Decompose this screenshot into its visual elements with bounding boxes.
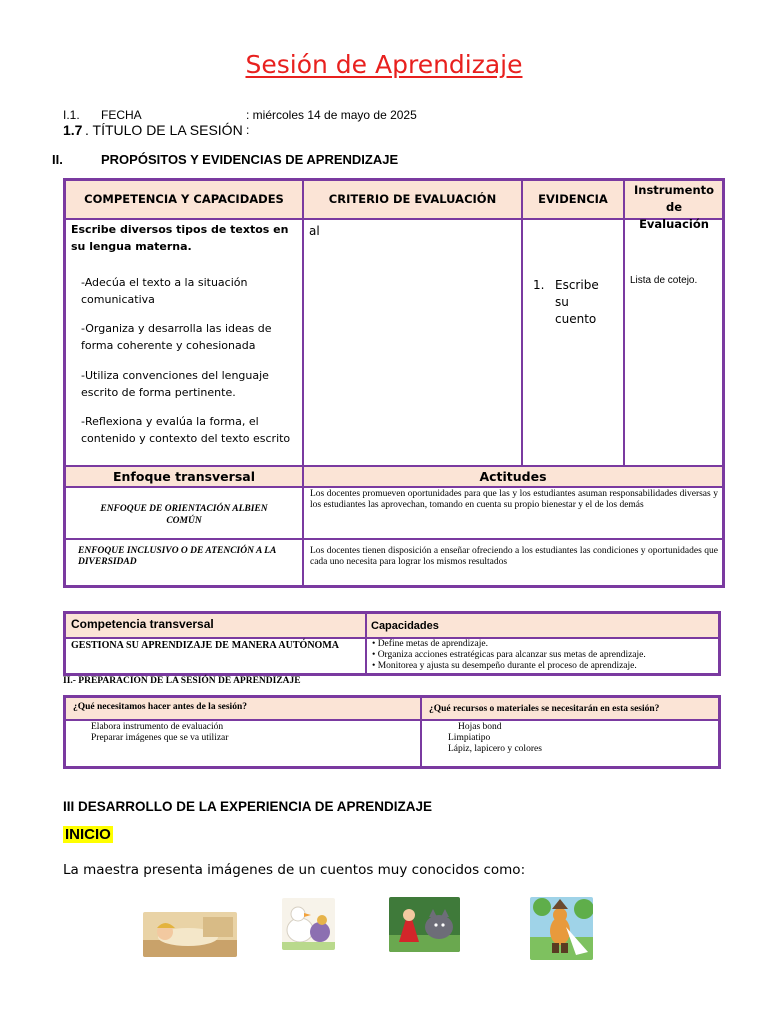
enfoque-header: Enfoque transversal bbox=[112, 469, 255, 484]
header-capacidades: Capacidades bbox=[371, 620, 439, 632]
titulo-number: 1.7 bbox=[63, 122, 83, 138]
titulo-value: : bbox=[246, 123, 250, 137]
preparacion-title: II.- PREPARACION DE LA SESIÓN DE APRENDIZAJE bbox=[63, 676, 301, 686]
competencia-transversal-table bbox=[63, 611, 721, 676]
list-item: Hojas bond bbox=[458, 722, 502, 732]
story-image-little-red-riding-hood bbox=[389, 897, 460, 952]
story-image-puss-in-boots bbox=[530, 897, 593, 960]
bullet-icon bbox=[72, 734, 79, 744]
titulo-label: . TÍTULO DE LA SESIÓN bbox=[85, 122, 243, 138]
story-image-ugly-duckling bbox=[282, 898, 335, 950]
capacidad-item: • Organiza acciones estratégicas para alcanzar sus metas de aprendizaje. bbox=[372, 650, 646, 660]
enfoque-actitud: Los docentes tienen disposición a enseñar ofreciendo a los estudiantes las condiciones y oportunidades que cada uno necesita para lograr los mismos resultados bbox=[310, 546, 718, 567]
enfoque-actitud: Los docentes promueven oportunidades para que las y los estudiantes asuman responsabilidades diversas y los estudiantes las aprovechan, tomando en cuenta su propio bienestar y el de los demás bbox=[310, 489, 718, 510]
header-recursos: ¿Qué recursos o materiales se necesitarán en esta sesión? bbox=[429, 704, 660, 714]
section-2-number: II. bbox=[52, 152, 63, 167]
capacidad-item: • Define metas de aprendizaje. bbox=[372, 639, 488, 649]
header-criterio: CRITERIO DE EVALUACIÓN bbox=[328, 192, 497, 206]
list-item: Lápiz, lapicero y colores bbox=[448, 744, 542, 754]
enfoque-name: ENFOQUE INCLUSIVO O DE ATENCIÓN A LA DIVERSIDAD bbox=[78, 546, 276, 567]
fecha-value: : miércoles 14 de mayo de 2025 bbox=[246, 108, 417, 122]
bullet-icon bbox=[433, 734, 440, 744]
fecha-label: FECHA bbox=[101, 108, 142, 122]
inicio-text: La maestra presenta imágenes de un cuentos muy conocidos como: bbox=[63, 862, 526, 878]
section-2-title: PROPÓSITOS Y EVIDENCIAS DE APRENDIZAJE bbox=[101, 152, 399, 167]
evidencia-number: 1. bbox=[533, 278, 545, 292]
capacidad-item: • Monitorea y ajusta su desempeño durante el proceso de aprendizaje. bbox=[372, 661, 637, 671]
story-image-sleeping-beauty bbox=[143, 912, 237, 957]
evidencia-text: Escribe su cuento bbox=[555, 278, 599, 326]
header-instrumento: Instrumento de Evaluación bbox=[634, 183, 715, 231]
competencia-text: Escribe diversos tipos de textos en su lengua materna. bbox=[71, 223, 289, 253]
page-title: Sesión de Aprendizaje bbox=[245, 50, 523, 79]
header-evidencia: EVIDENCIA bbox=[538, 192, 608, 206]
capacidad-item: -Utiliza convenciones del lenguaje escrito de forma pertinente. bbox=[81, 369, 269, 399]
inicio-heading bbox=[63, 826, 113, 843]
header-competencia: COMPETENCIA Y CAPACIDADES bbox=[84, 192, 284, 206]
header-competencia-transversal: Competencia transversal bbox=[71, 617, 214, 631]
capacidad-item: -Adecúa el texto a la situación comunicativa bbox=[81, 276, 248, 306]
inicio-label: INICIO bbox=[65, 826, 111, 843]
instrumento-text: Lista de cotejo. bbox=[630, 275, 698, 286]
list-item: Elabora instrumento de evaluación bbox=[91, 722, 224, 732]
capacidad-item: -Reflexiona y evalúa la forma, el contenido y contexto del texto escrito bbox=[81, 415, 291, 445]
capacidad-item: -Organiza y desarrolla las ideas de forma coherente y cohesionada bbox=[81, 322, 272, 352]
actitudes-header: Actitudes bbox=[479, 469, 547, 484]
header-antes: ¿Qué necesitamos hacer antes de la sesión? bbox=[73, 702, 247, 712]
bullet-icon bbox=[433, 745, 440, 755]
fecha-number: I.1. bbox=[63, 108, 80, 122]
criterio-text: al bbox=[309, 224, 320, 238]
list-item: Preparar imágenes que se va utilizar bbox=[91, 733, 229, 743]
bullet-icon bbox=[433, 723, 440, 733]
section-3-title: III DESARROLLO DE LA EXPERIENCIA DE APRENDIZAJE bbox=[63, 799, 433, 814]
preparacion-table bbox=[63, 695, 721, 769]
bullet-icon bbox=[72, 723, 79, 733]
proposito-table bbox=[63, 178, 725, 588]
enfoque-name: ENFOQUE DE ORIENTACIÓN ALBIEN COMÚN bbox=[100, 504, 268, 526]
competencia-transversal-text: GESTIONA SU APRENDIZAJE DE MANERA AUTÓNOMA bbox=[71, 640, 339, 651]
list-item: Limpiatipo bbox=[448, 733, 491, 743]
